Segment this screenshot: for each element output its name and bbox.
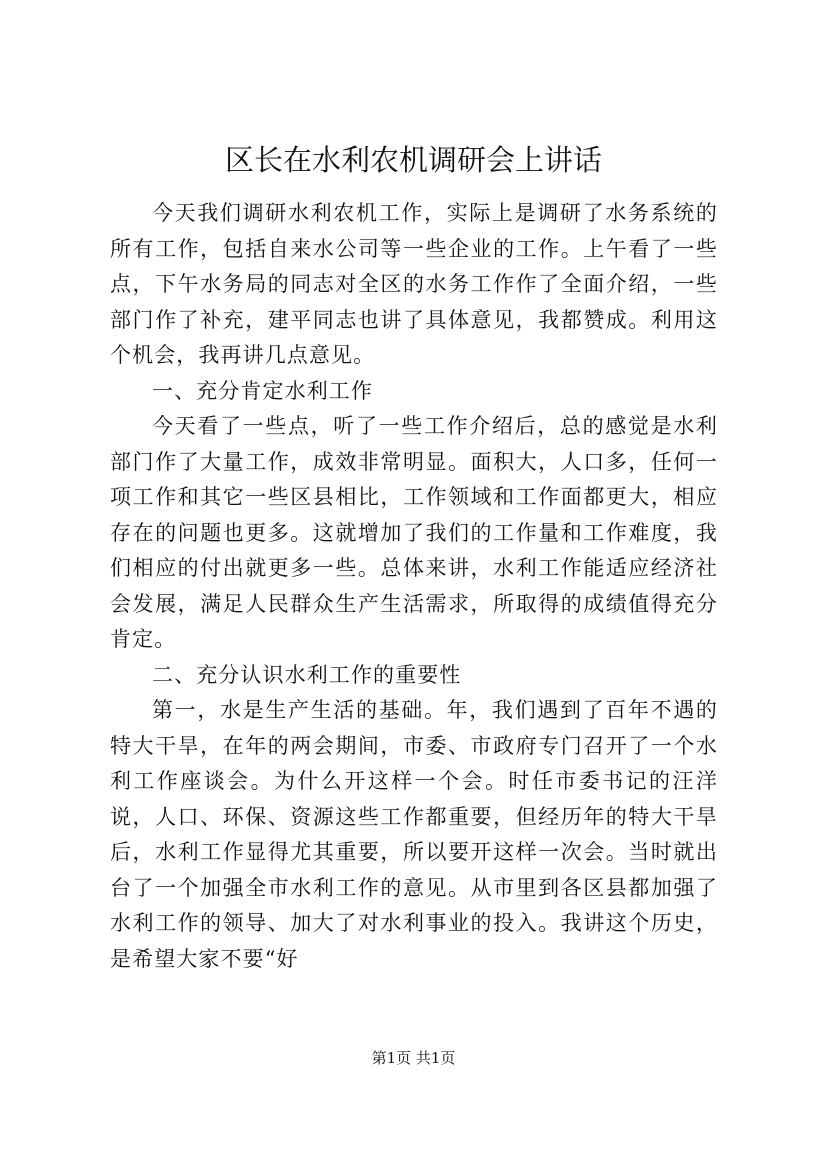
- page-footer: 第1页 共1页: [371, 1049, 456, 1067]
- paragraph-intro: 今天我们调研水利农机工作，实际上是调研了水务系统的所有工作，包括自来水公司等一些企业的工作。上午看了一些点，下午水务局的同志对全区的水务工作作了全面介绍，一些部门作了补充，建平同志也讲了具体意见，我都赞成。利用这个机会，我再讲几点意见。: [110, 201, 718, 367]
- document-title: 区长在水利农机调研会上讲话: [224, 143, 602, 177]
- section-heading-2: 二、充分认识水利工作的重要性: [152, 662, 462, 687]
- paragraph-section-1: 今天看了一些点，听了一些工作介绍后，总的感觉是水利部门作了大量工作，成效非常明显。面积大，人口多，任何一项工作和其它一些区县相比，工作领域和工作面都更大，相应存在的问题也更多。这就增加了我们的工作量和工作难度，我们相应的付出就更多一些。总体来讲，水利工作能适应经济社会发展，满足人民群众生产生活需求，所取得的成绩值得充分肯定。: [110, 414, 718, 651]
- paragraph-section-2: 第一，水是生产生活的基础。年，我们遇到了百年不遇的特大干旱，在年的两会期间，市委、市政府专门召开了一个水利工作座谈会。为什么开这样一个会。时任市委书记的汪洋说，人口、环保、资源这些工作都重要，但经历年的特大干旱后，水利工作显得尤其重要，所以要开这样一次会。当时就出台了一个加强全市水利工作的意见。从市里到各区县都加强了水利工作的领导、加大了对水利事业的投入。我讲这个历史，是希望大家不要“好: [110, 698, 718, 971]
- document-body: [110, 196, 718, 977]
- section-heading-1: 一、充分肯定水利工作: [152, 378, 373, 403]
